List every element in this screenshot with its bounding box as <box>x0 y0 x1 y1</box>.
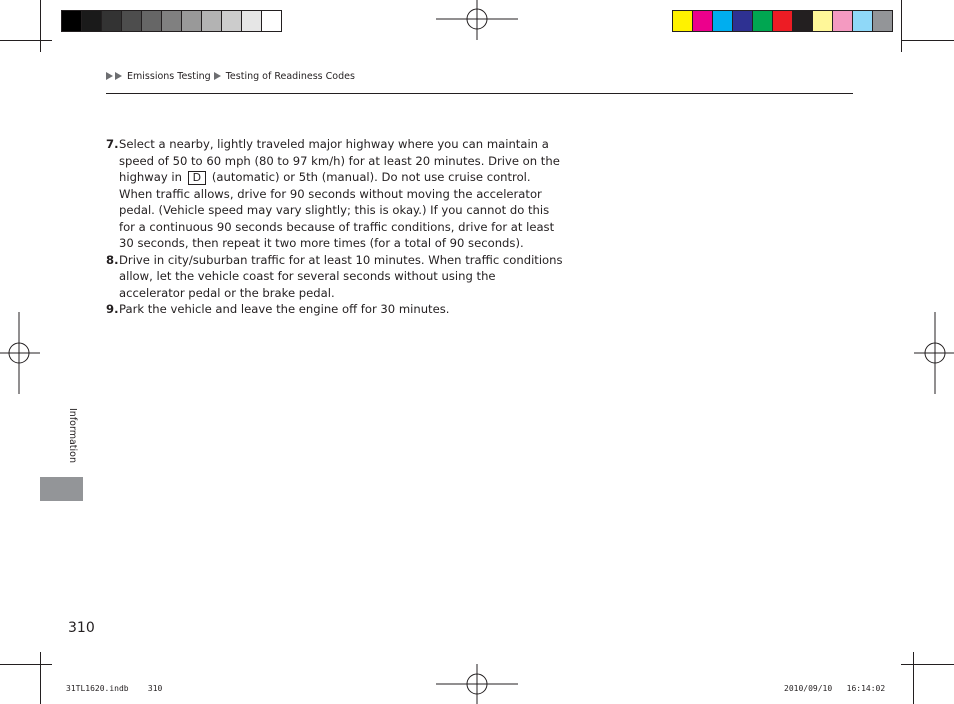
color-swatch <box>733 11 753 31</box>
step-text: (automatic) or 5th (manual). Do not use cruise control. When traffic allows, drive for 90 seconds without moving the accelerator pedal. (Vehicle speed may vary slightly; this is okay.) If you cannot do this for a continuous 90 seconds because of traffic conditions, drive for at least 30 seconds, then repeat it two more times (for a total of 90 seconds). <box>119 170 555 250</box>
color-swatch <box>693 11 713 31</box>
crop-mark-bottom-right-vertical <box>913 652 914 704</box>
crop-mark-top-right-horizontal <box>901 40 954 41</box>
breadcrumb <box>106 71 355 82</box>
crop-mark-bottom-right-horizontal <box>901 664 954 665</box>
color-swatch <box>122 11 142 31</box>
section-tab-label: Information <box>67 408 78 463</box>
registration-mark-top <box>436 0 518 40</box>
slug-page: 310 <box>147 684 163 693</box>
color-swatch <box>713 11 733 31</box>
registration-mark-bottom <box>436 664 518 704</box>
breadcrumb-arrow-icon <box>115 72 122 80</box>
step-number: 9. <box>106 302 119 316</box>
slug-file-info <box>66 684 162 693</box>
grayscale-color-bar <box>61 10 282 32</box>
breadcrumb-arrow-icon <box>106 72 113 80</box>
step-item <box>106 252 564 302</box>
crop-mark-bottom-left-vertical <box>40 652 41 704</box>
color-swatch <box>262 11 281 31</box>
breadcrumb-level-2[interactable]: Testing of Readiness Codes <box>225 71 355 82</box>
color-swatch <box>102 11 122 31</box>
process-color-bar <box>672 10 893 32</box>
color-swatch <box>813 11 833 31</box>
color-swatch <box>202 11 222 31</box>
color-swatch <box>242 11 262 31</box>
slug-time: 16:14:02 <box>846 684 886 693</box>
crop-mark-bottom-left-horizontal <box>0 664 52 665</box>
section-tab-marker <box>40 477 83 501</box>
crop-mark-top-left-horizontal <box>0 40 52 41</box>
breadcrumb-arrow-icon <box>214 72 221 80</box>
color-swatch <box>773 11 793 31</box>
main-content <box>106 136 564 318</box>
section-tab <box>66 408 80 472</box>
color-swatch <box>82 11 102 31</box>
color-swatch <box>873 11 892 31</box>
color-swatch <box>833 11 853 31</box>
step-item <box>106 301 564 318</box>
step-text: Select a nearby, lightly traveled major highway where you can maintain a speed of 50 to 60 mph (80 to 97 km/h) for at least 20 minutes. Drive on the highway in <box>119 137 560 184</box>
gear-position-indicator: D <box>188 171 206 185</box>
slug-timestamp <box>784 684 885 693</box>
crop-mark-top-right-vertical <box>901 0 902 52</box>
header-rule <box>106 93 853 94</box>
step-number: 7. <box>106 137 119 151</box>
registration-mark-left <box>0 312 40 394</box>
color-swatch <box>182 11 202 31</box>
color-swatch <box>142 11 162 31</box>
color-swatch <box>793 11 813 31</box>
step-number: 8. <box>106 252 119 267</box>
slug-file-name: 31TL1620.indb <box>66 684 129 693</box>
crop-mark-top-left-vertical <box>40 0 41 52</box>
step-item <box>106 136 564 252</box>
slug-date: 2010/09/10 <box>784 684 833 693</box>
color-swatch <box>162 11 182 31</box>
color-swatch <box>222 11 242 31</box>
registration-mark-right <box>914 312 954 394</box>
color-swatch <box>753 11 773 31</box>
step-text: Drive in city/suburban traffic for at least 10 minutes. When traffic conditions allow, let the vehicle coast for several seconds without using the accelerator pedal or the brake pedal. <box>119 252 563 300</box>
color-swatch <box>62 11 82 31</box>
breadcrumb-level-1[interactable]: Emissions Testing <box>127 71 211 82</box>
color-swatch <box>673 11 693 31</box>
color-swatch <box>853 11 873 31</box>
page-number: 310 <box>68 620 95 636</box>
step-text: Park the vehicle and leave the engine off for 30 minutes. <box>119 302 450 316</box>
